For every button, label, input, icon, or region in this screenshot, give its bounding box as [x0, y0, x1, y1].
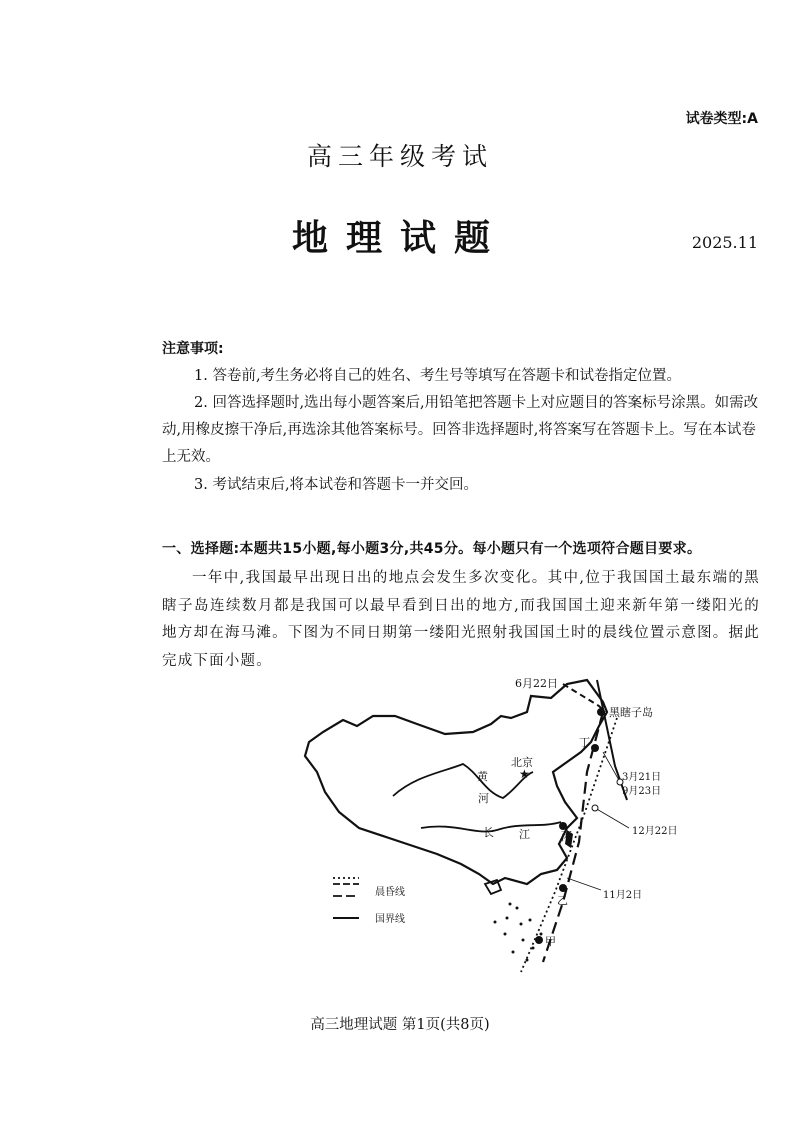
notice-item-2: 2. 回答选择题时,选出每小题答案后,用铅笔把答题卡上对应题目的答案标号涂黑。如需改动,用橡皮擦干净后,再选涂其他答案标号。回答非选择题时,将答案写在答题卡上。写在本试卷上无效。 [162, 395, 759, 465]
paper-type-label: 试卷类型:A [685, 111, 758, 127]
label-beijing: 北京 [511, 756, 533, 769]
label-yi: 乙 [557, 894, 568, 907]
label-huang: 黄 [477, 770, 488, 783]
label-sep23: 9月23日 [622, 786, 662, 797]
point-jia [535, 936, 543, 944]
exam-title: 高三年级考试 [306, 142, 493, 171]
point-bing [559, 822, 567, 830]
south-sea-islands [494, 903, 543, 962]
yellow-river [393, 764, 533, 798]
point-heixiazi [597, 708, 605, 716]
page-footer: 高三地理试题 第1页(共8页) [310, 1017, 490, 1033]
label-bing: 丙 [561, 830, 572, 843]
notice-heading: 注意事项: [162, 341, 224, 357]
label-he: 河 [478, 792, 489, 805]
legend-border: 国界线 [375, 914, 405, 925]
section-heading: 一、选择题:本题共15小题,每小题3分,共45分。每小题只有一个选项符合题目要求。 [162, 541, 702, 557]
label-nov2: 11月2日 [603, 890, 643, 901]
beijing-star-icon: ★ [519, 767, 530, 781]
label-jiang: 江 [519, 828, 530, 841]
label-jun22: 6月22日 [515, 677, 558, 690]
label-heixiazi: 黑瞎子岛 [609, 706, 653, 719]
point-dec22 [592, 805, 598, 811]
legend [333, 878, 405, 925]
china-border [305, 680, 607, 884]
hainan-island [485, 880, 501, 894]
point-yi [559, 884, 567, 892]
notice-item-3: 3. 考试结束后,将本试卷和答题卡一并交回。 [194, 477, 479, 493]
label-jia: 甲 [545, 935, 556, 948]
point-ding [591, 744, 599, 752]
notice-item-1: 1. 答卷前,考生务必将自己的姓名、考生号等填写在答题卡和试卷指定位置。 [194, 368, 682, 384]
exam-date: 2025.11 [691, 233, 758, 252]
label-chang: 长 [483, 826, 494, 839]
label-dec22: 12月22日 [632, 826, 678, 837]
legend-terminator: 晨昏线 [375, 887, 405, 898]
question-intro: 一年中,我国最早出现日出的地点会发生多次变化。其中,位于我国国土最东端的黑瞎子岛连续数月都是我国可以最早看到日出的地方,而我国国土迎来新年第一缕阳光的地方却在海马滩。下图为不同日期第一缕阳光照射我国国土时的晨线位置示意图。据此完成下面小题。 [162, 570, 760, 669]
label-ding: 丁 [579, 736, 590, 749]
label-mar21: 3月21日 [622, 772, 662, 783]
terminator-map [295, 672, 735, 982]
subject-title: 地理试题 [291, 217, 508, 259]
